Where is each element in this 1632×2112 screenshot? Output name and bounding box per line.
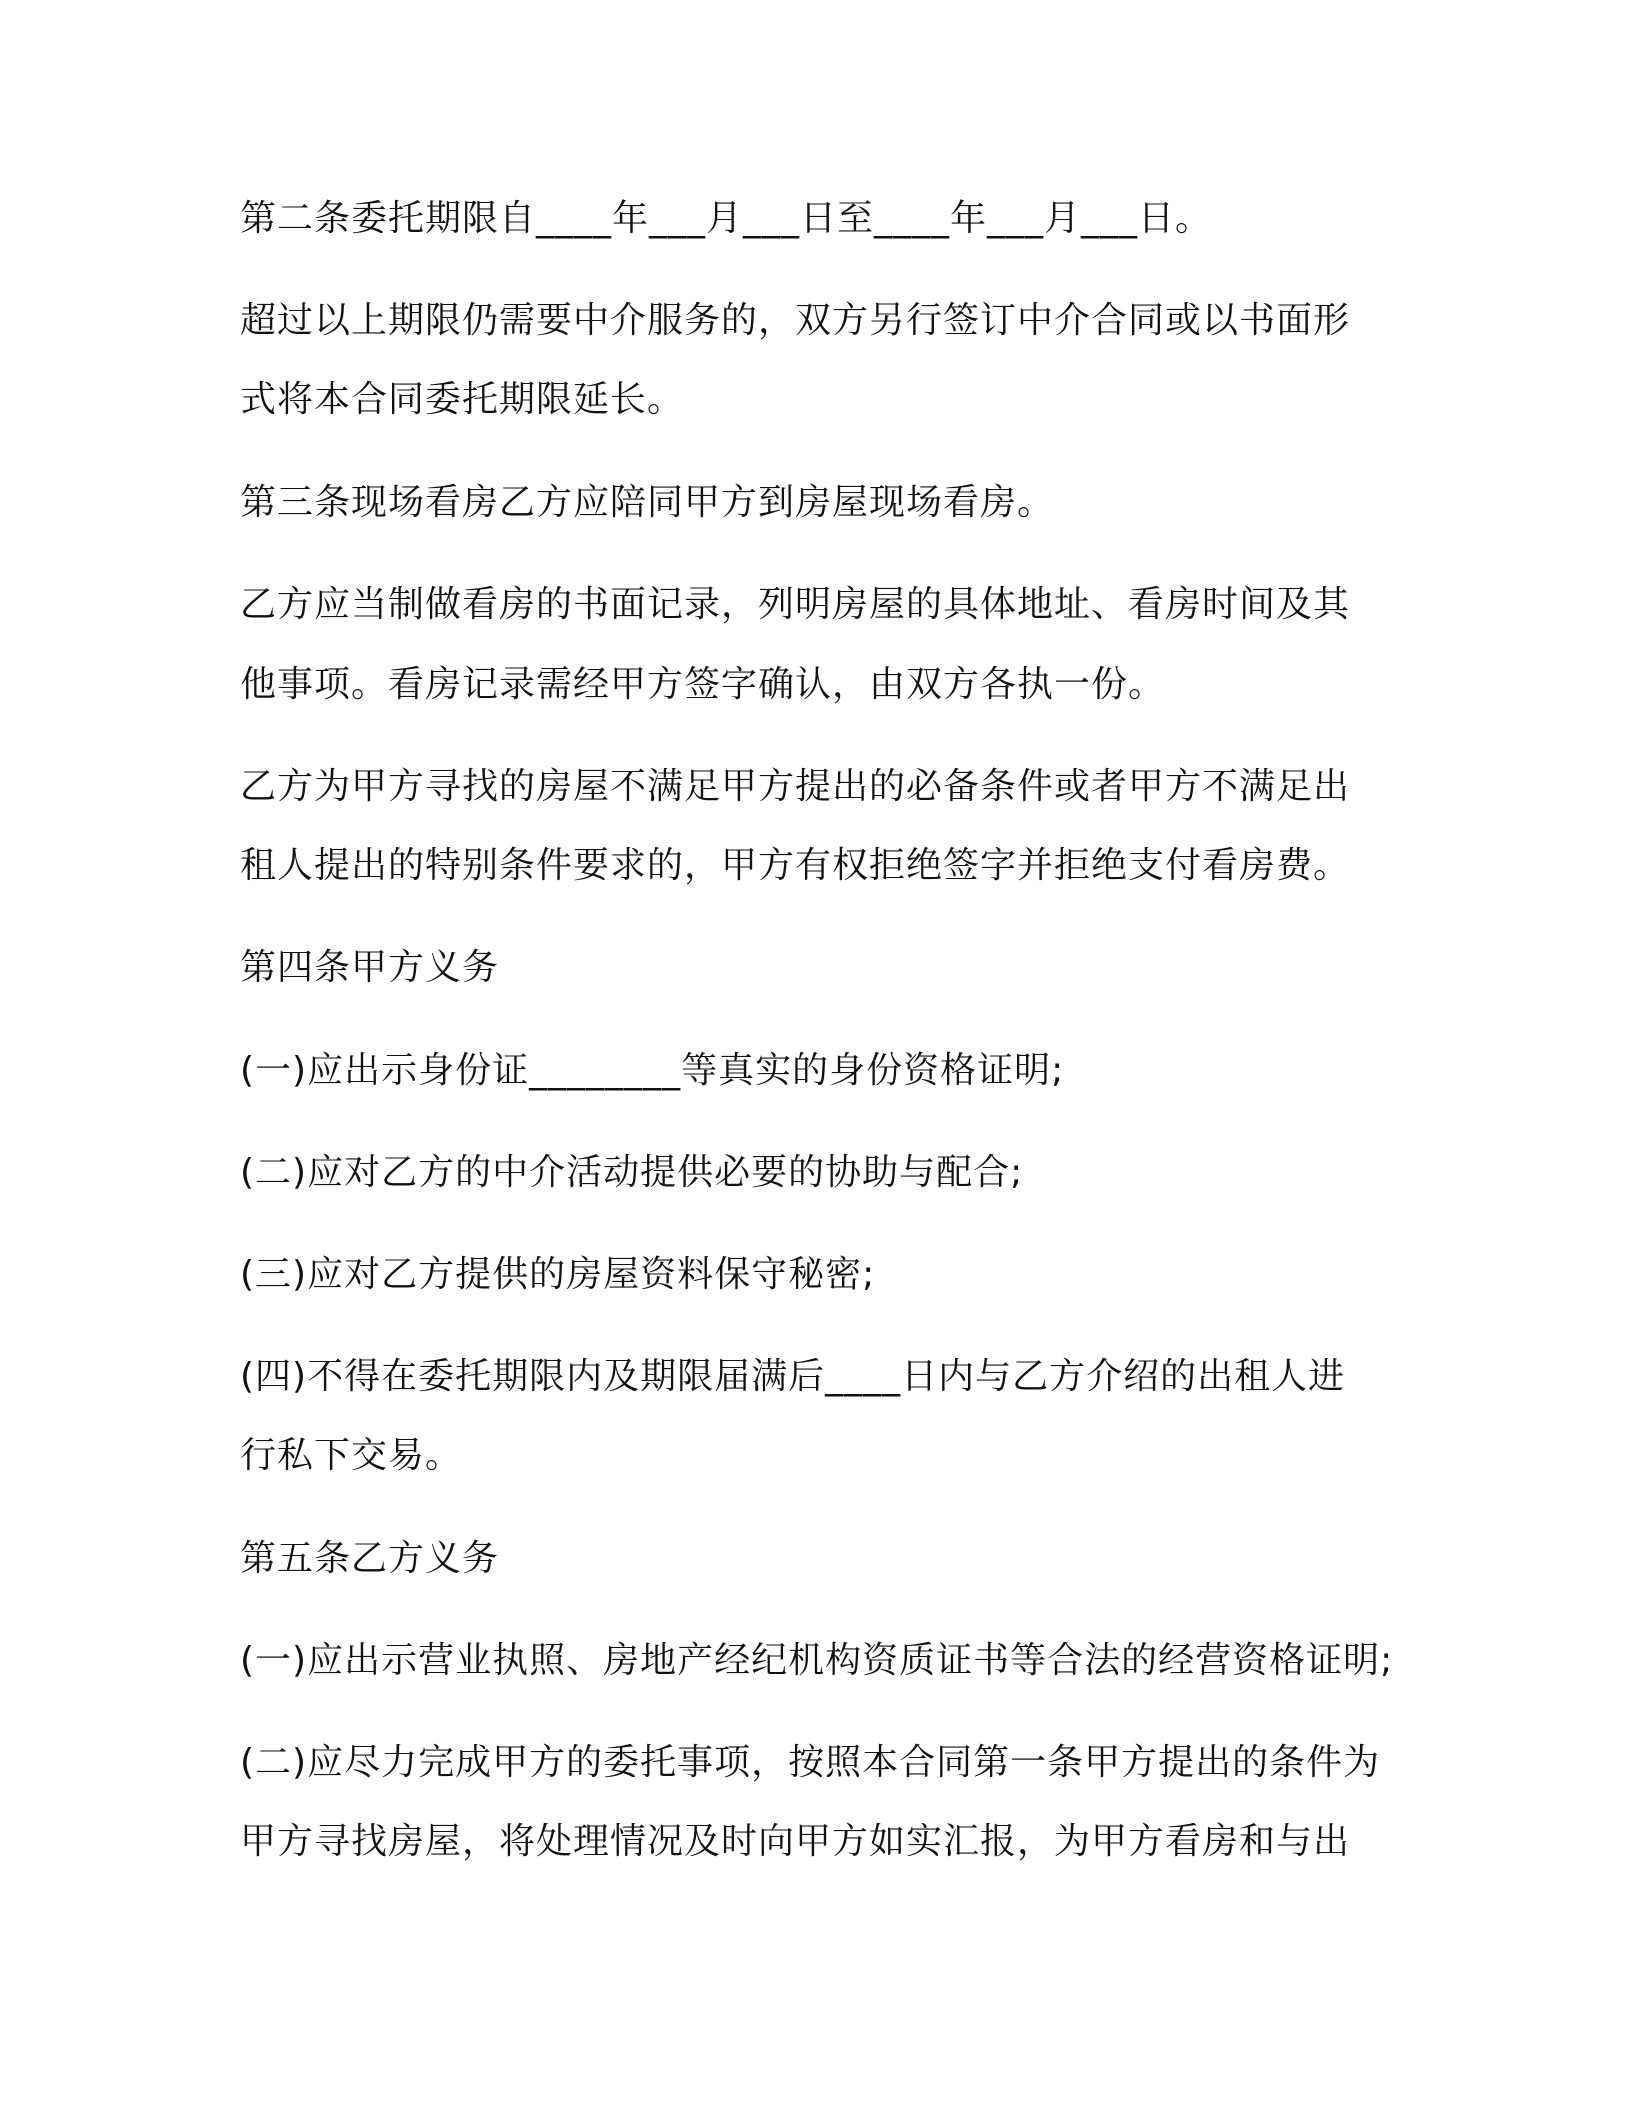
party-b-obligation-2-line-2: 甲方寻找房屋，将处理情况及时向甲方如实汇报，为甲方看房和与出 [240, 1821, 1351, 1862]
party-b-obligations-heading: 第五条乙方义务 [240, 1538, 500, 1579]
party-a-obligation-4-line-1: (四)不得在委托期限内及期限届满后____日内与乙方介绍的出租人进 [240, 1356, 1346, 1397]
term-period-clause: 第二条委托期限自____年___月___日至____年___月___日。 [240, 198, 1213, 239]
party-b-obligation-1: (一)应出示营业执照、房地产经纪机构资质证书等合法的经营资格证明; [240, 1640, 1394, 1681]
party-a-obligations-heading: 第四条甲方义务 [240, 947, 500, 988]
party-b-obligation-2-line-1: (二)应尽力完成甲方的委托事项，按照本合同第一条甲方提出的条件为 [240, 1742, 1381, 1783]
extension-clause-line-1: 超过以上期限仍需要中介服务的，双方另行签订中介合同或以书面形 [240, 300, 1351, 341]
viewing-record-line-1: 乙方应当制做看房的书面记录，列明房屋的具体地址、看房时间及其 [240, 584, 1351, 625]
party-a-obligation-3: (三)应对乙方提供的房屋资料保守秘密; [240, 1254, 876, 1295]
refusal-clause-line-2: 租人提出的特别条件要求的，甲方有权拒绝签字并拒绝支付看房费。 [240, 845, 1351, 886]
party-a-obligation-2: (二)应对乙方的中介活动提供必要的协助与配合; [240, 1152, 1024, 1193]
refusal-clause-line-1: 乙方为甲方寻找的房屋不满足甲方提出的必备条件或者甲方不满足出 [240, 766, 1351, 807]
party-a-obligation-1: (一)应出示身份证________等真实的身份资格证明; [240, 1050, 1065, 1091]
extension-clause-line-2: 式将本合同委托期限延长。 [240, 379, 685, 420]
viewing-record-line-2: 他事项。看房记录需经甲方签字确认，由双方各执一份。 [240, 664, 1166, 705]
party-a-obligation-4-line-2: 行私下交易。 [240, 1435, 463, 1476]
viewing-clause-heading: 第三条现场看房乙方应陪同甲方到房屋现场看房。 [240, 482, 1055, 523]
